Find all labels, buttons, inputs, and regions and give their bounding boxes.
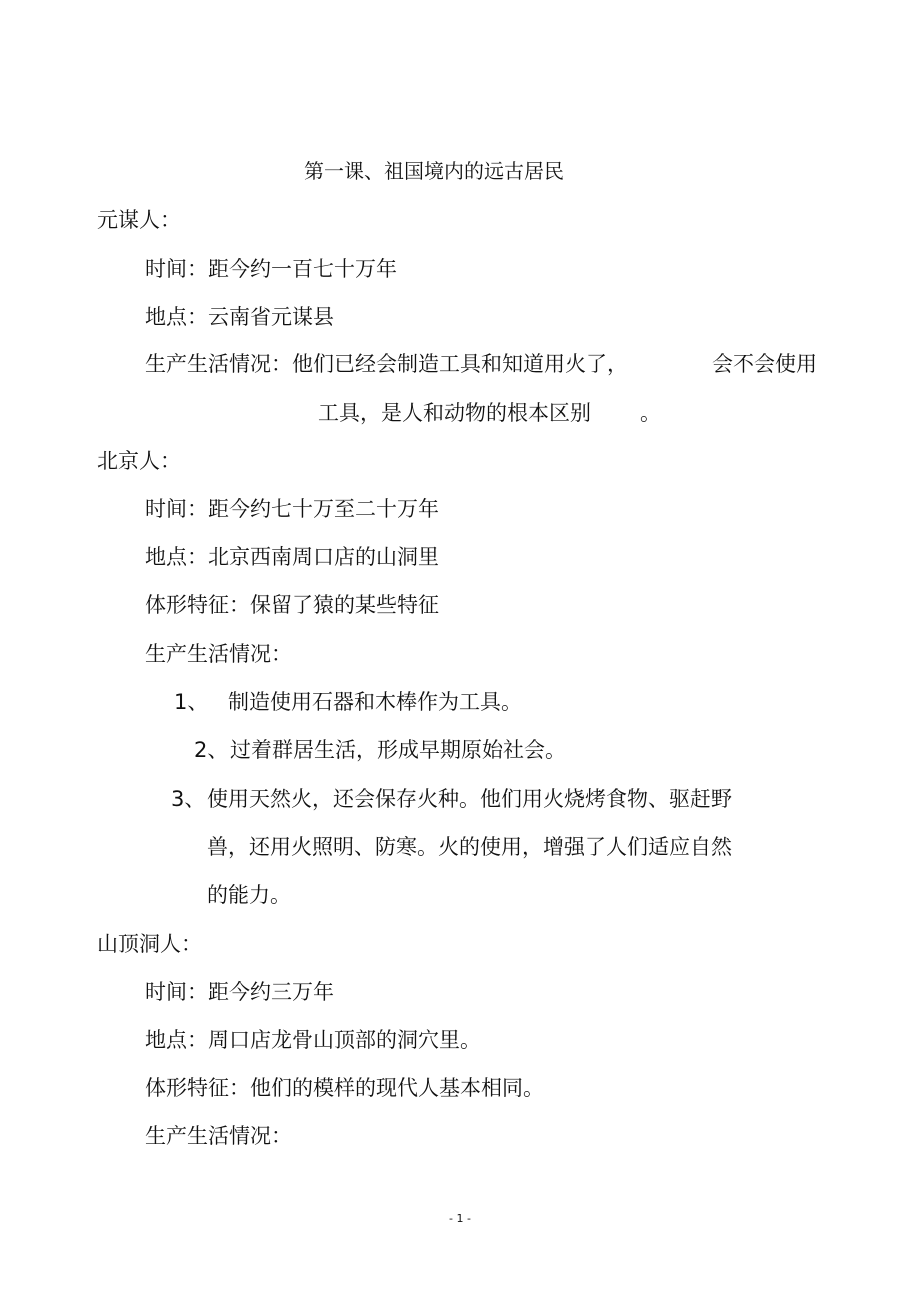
- shandingdong-time: 时间：距今约三万年: [145, 980, 334, 1004]
- list-item-number: 2、: [194, 738, 229, 762]
- page-title: 第一课、祖国境内的远古居民: [304, 159, 564, 183]
- yuanmou-life-line1-a: 生产生活情况：他们已经会制造工具和知道用火了，: [145, 352, 628, 376]
- shandingdong-life: 生产生活情况：: [145, 1124, 292, 1148]
- list-item-text: 使用天然火，还会保存火种。他们用火烧烤食物、驱赶野: [207, 787, 732, 811]
- beijing-time: 时间：距今约七十万至二十万年: [145, 497, 439, 521]
- section-heading-yuanmou: 元谋人：: [97, 208, 181, 232]
- list-item-continuation: 的能力。: [207, 883, 291, 907]
- page-number: - 1 -: [449, 1212, 471, 1225]
- section-heading-shandingdong: 山顶洞人：: [97, 932, 202, 956]
- list-item-number: 3、: [171, 787, 206, 811]
- list-item-number: 1、: [174, 690, 209, 714]
- list-item-text: 过着群居生活，形成早期原始社会。: [230, 738, 566, 762]
- yuanmou-place: 地点：云南省元谋县: [145, 305, 334, 329]
- shandingdong-body: 体形特征：他们的模样的现代人基本相同。: [145, 1076, 544, 1100]
- list-item-text: 制造使用石器和木棒作为工具。: [228, 690, 522, 714]
- yuanmou-life-line1-b: 会不会使用: [712, 352, 817, 376]
- beijing-place: 地点：北京西南周口店的山洞里: [145, 545, 439, 569]
- section-heading-beijing: 北京人：: [97, 449, 181, 473]
- beijing-life: 生产生活情况：: [145, 642, 292, 666]
- yuanmou-time: 时间：距今约一百七十万年: [145, 257, 397, 281]
- shandingdong-place: 地点：周口店龙骨山顶部的洞穴里。: [145, 1028, 481, 1052]
- yuanmou-life-line2-b: 。: [640, 401, 661, 425]
- yuanmou-life-line2-a: 工具，是人和动物的根本区别: [318, 401, 591, 425]
- list-item-continuation: 兽，还用火照明、防寒。火的使用，增强了人们适应自然: [207, 835, 732, 859]
- beijing-body: 体形特征：保留了猿的某些特征: [145, 593, 439, 617]
